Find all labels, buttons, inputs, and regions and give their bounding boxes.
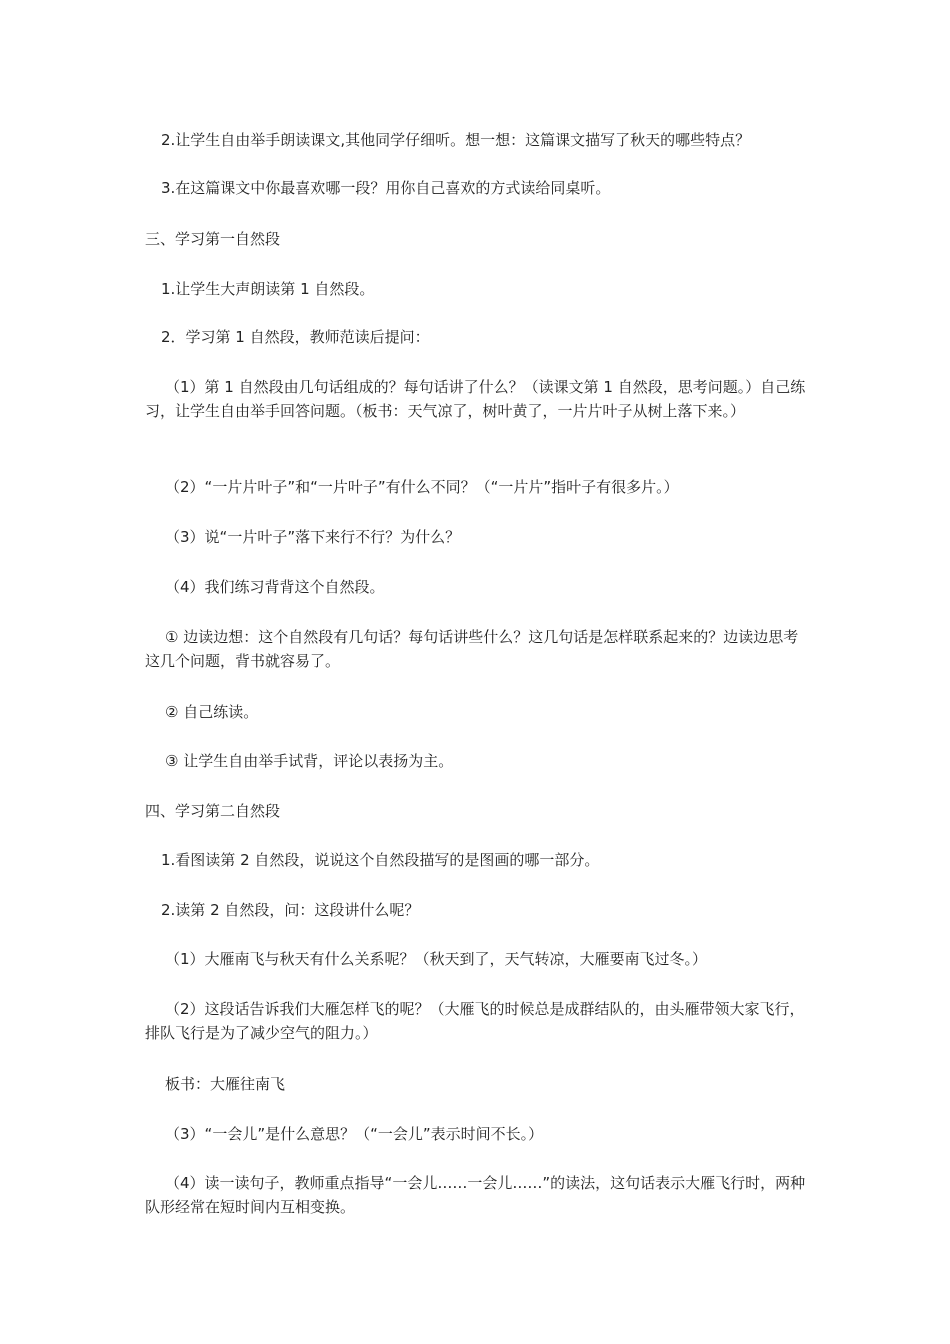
paragraph-step-2-read-aloud: 2.让学生自由举手朗读课文,其他同学仔细听。想一想：这篇课文描写了秋天的哪些特点？ [161, 131, 751, 149]
section-heading-4: 四、学习第二自然段 [145, 802, 281, 820]
paragraph-question-2: （2）“一片片叶子”和“一片叶子”有什么不同？（“一片片”指叶子有很多片。） [165, 478, 679, 496]
paragraph-step-circle-2: ② 自己练读。 [165, 703, 259, 721]
paragraph-question-3: （3）说“一片叶子”落下来行不行？为什么？ [165, 528, 461, 546]
paragraph-question-1: （1）第 1 自然段由几句话组成的？每句话讲了什么？（读课文第 1 自然段，思考问题。）自己练习，让学生自由举手回答问题。（板书：天气凉了，树叶黄了，一片片叶子从树上落下来。） [145, 378, 806, 420]
paragraph-study-section-1: 2．学习第 1 自然段，教师范读后提问： [161, 328, 430, 346]
paragraph-geese-question-2: （2）这段话告诉我们大雁怎样飞的呢？（大雁飞的时候总是成群结队的，由头雁带领大家飞行，排队飞行是为了减少空气的阻力。） [145, 1000, 805, 1042]
section-heading-3: 三、学习第一自然段 [145, 230, 281, 248]
paragraph-step-3-favorite-section: 3.在这篇课文中你最喜欢哪一段？用你自己喜欢的方式读给同桌听。 [161, 179, 611, 197]
paragraph-geese-question-3: （3）“一会儿”是什么意思？（“一会儿”表示时间不长。） [165, 1125, 544, 1143]
paragraph-blackboard-note: 板书：大雁往南飞 [165, 1075, 286, 1093]
paragraph-read-section-2: 2.读第 2 自然段，问：这段讲什么呢？ [161, 901, 420, 919]
paragraph-question-4: （4）我们练习背背这个自然段。 [165, 578, 385, 596]
paragraph-look-at-picture: 1.看图读第 2 自然段，说说这个自然段描写的是图画的哪一部分。 [161, 851, 600, 869]
paragraph-step-circle-3: ③ 让学生自由举手试背，评论以表扬为主。 [165, 752, 454, 770]
paragraph-read-section-1: 1.让学生大声朗读第 1 自然段。 [161, 280, 375, 298]
paragraph-step-circle-1: ① 边读边想：这个自然段有几句话？每句话讲些什么？这几句话是怎样联系起来的？边读边思考这几个问题，背书就容易了。 [145, 628, 799, 670]
paragraph-geese-question-4: （4）读一读句子，教师重点指导“一会儿……一会儿……”的读法，这句话表示大雁飞行时，两种队形经常在短时间内互相变换。 [145, 1174, 806, 1216]
paragraph-geese-question-1: （1）大雁南飞与秋天有什么关系呢？（秋天到了，天气转凉，大雁要南飞过冬。） [165, 950, 708, 968]
